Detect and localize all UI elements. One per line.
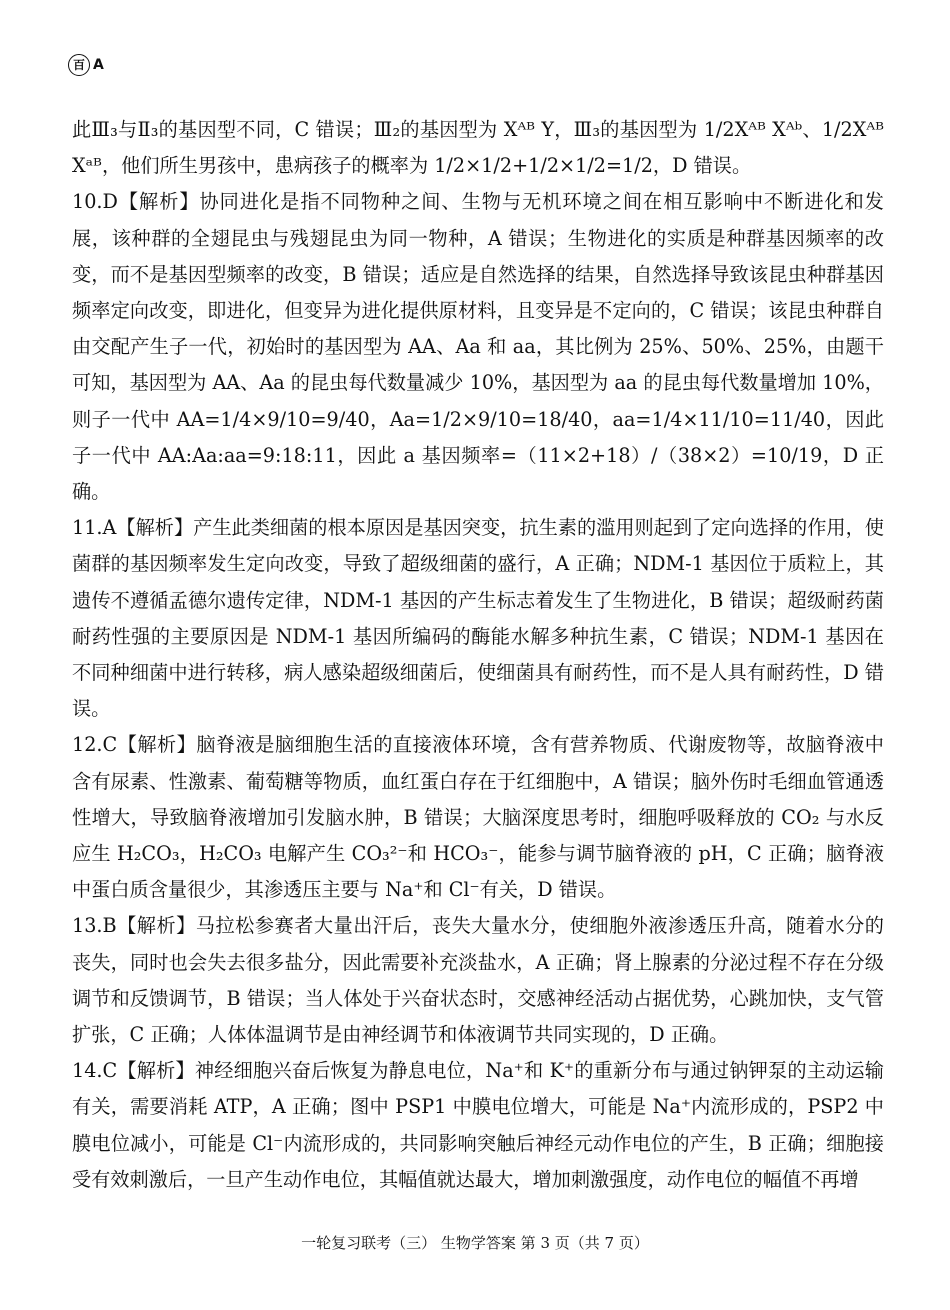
answer-10: 10.D【解析】协同进化是指不同物种之间、生物与无机环境之间在相互影响中不断进化和发展，该种群的全翅昆虫与残翅昆虫为同一物种，A 错误；生物进化的实质是种群基因频率的改变，而不是基因型频率的改变，B 错误；适应是自然选择的结果，自然选择导致该昆虫种群基因频率定向改变，即进化，但变异为进化提供原材料，且变异是不定向的，C 错误；该昆虫种群自由交配产生子一代，初始时的基因型为 AA、Aa 和 aa，其比例为 25%、50%、25%，由题干可知，基因型为 AA、Aa 的昆虫每代数量减少 10%，基因型为 aa 的昆虫每代数量增加 10%，则子一代中 AA=1/4×9/10=9/40，Aa=1/2×9/10=18/40，aa=1/4×11/10=11/40，因此子一代中 AA:Aa:aa=9:18:11，因此 a 基因频率=（11×2+18）/（38×2）=10/19，D 正确。 [72,190,884,504]
logo-circle-icon: 百 [68,54,90,76]
logo [68,54,104,76]
logo-letter: A [93,57,104,73]
page-footer: 一轮复习联考（三） 生物学答案 第 3 页（共 7 页） [301,1234,649,1252]
answer-13: 13.B【解析】马拉松参赛者大量出汗后，丧失大量水分，使细胞外液渗透压升高，随着水分的丧失，同时也会失去很多盐分，因此需要补充淡盐水，A 正确；肾上腺素的分泌过程不存在分级调节和反馈调节，B 错误；当人体处于兴奋状态时，交感神经活动占据优势，心跳加快，支气管扩张，C 正确；人体体温调节是由神经调节和体液调节共同实现的，D 正确。 [72,914,884,1047]
answer-11: 11.A【解析】产生此类细菌的根本原因是基因突变，抗生素的滥用则起到了定向选择的作用，使菌群的基因频率发生定向改变，导致了超级细菌的盛行，A 正确；NDM-1 基因位于质粒上，其遗传不遵循孟德尔遗传定律，NDM-1 基因的产生标志着发生了生物进化，B 错误；超级耐药菌耐药性强的主要原因是 NDM-1 基因所编码的酶能水解多种抗生素，C 错误；NDM-1 基因在不同种细菌中进行转移，病人感染超级细菌后，使细菌具有耐药性，而不是人具有耐药性，D 错误。 [72,516,884,721]
answer-content [72,112,884,1198]
paragraph-continuation: 此Ⅲ₃与Ⅱ₃的基因型不同，C 错误；Ⅲ₂的基因型为 Xᴬᴮ Y，Ⅲ₃的基因型为 1/2Xᴬᴮ Xᴬᵇ、1/2Xᴬᴮ Xᵃᴮ，他们所生男孩中，患病孩子的概率为 1/2×1/2+1/2×1/2=1/2，D 错误。 [72,118,884,178]
answer-14: 14.C【解析】神经细胞兴奋后恢复为静息电位，Na⁺和 K⁺的重新分布与通过钠钾泵的主动运输有关，需要消耗 ATP，A 正确；图中 PSP1 中膜电位增大，可能是 Na⁺内流形成的，PSP2 中膜电位减小，可能是 Cl⁻内流形成的，共同影响突触后神经元动作电位的产生，B 正确；细胞接受有效刺激后，一旦产生动作电位，其幅值就达最大，增加刺激强度，动作电位的幅值不再增 [72,1059,884,1191]
answer-12: 12.C【解析】脑脊液是脑细胞生活的直接液体环境，含有营养物质、代谢废物等，故脑脊液中含有尿素、性激素、葡萄糖等物质，血红蛋白存在于红细胞中，A 错误；脑外伤时毛细血管通透性增大，导致脑脊液增加引发脑水肿，B 错误；大脑深度思考时，细胞呼吸释放的 CO₂ 与水反应生 H₂CO₃，H₂CO₃ 电解产生 CO₃²⁻和 HCO₃⁻，能参与调节脑脊液的 pH，C 正确；脑脊液中蛋白质含量很少，其渗透压主要与 Na⁺和 Cl⁻有关，D 错误。 [72,733,884,902]
